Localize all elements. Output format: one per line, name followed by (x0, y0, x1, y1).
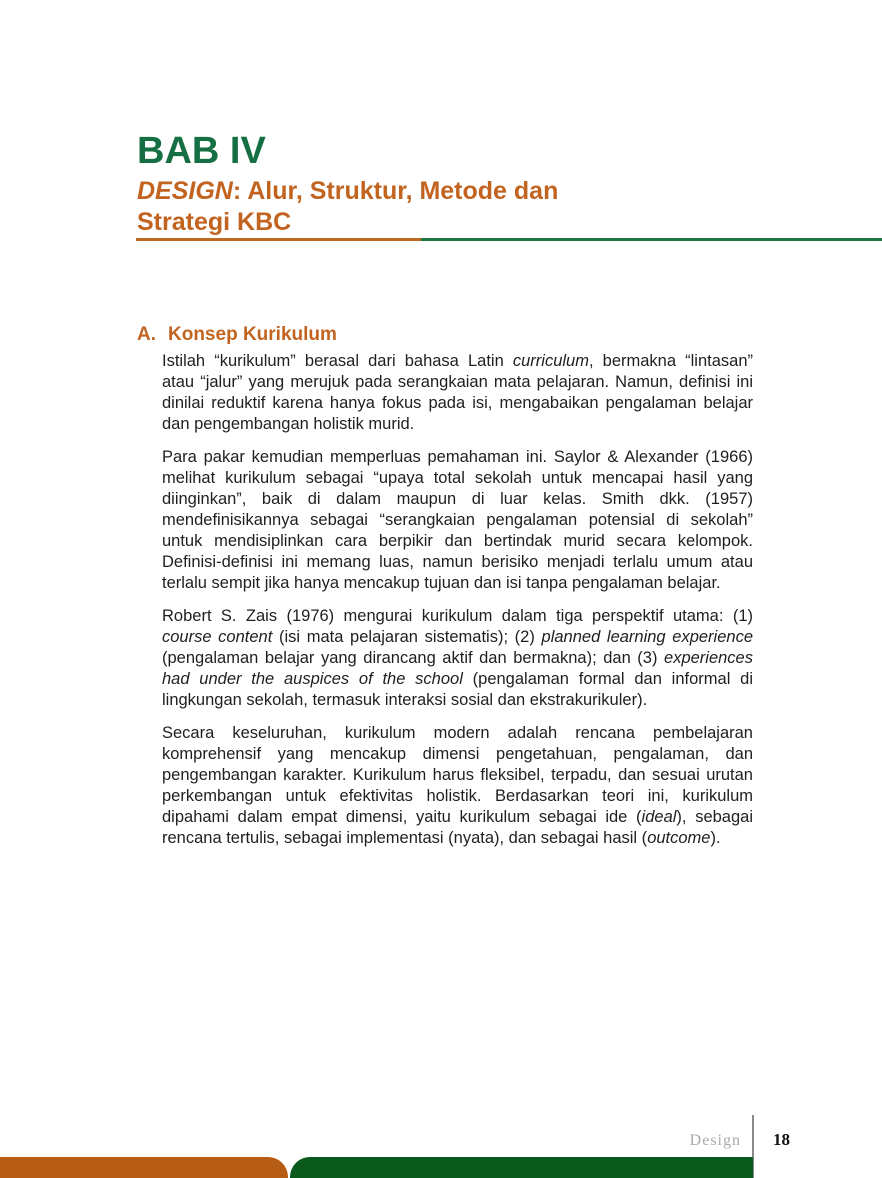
section-letter: A. (137, 324, 156, 345)
title-divider-orange-segment (136, 238, 421, 241)
italic-text-segment: ideal (641, 808, 677, 826)
chapter-header (137, 132, 882, 237)
text-segment: Secara keseluruhan, kurikulum modern adalah rencana pembelajaran komprehensif yang mencakup dimensi pengetahuan, pengalaman, dan pengembangan karakter. Kurikulum harus fleksibel, terpadu, dan sesuai urutan perkembangan untuk efektivitas holistik. Berdasarkan teori ini, kurikulum dipahami dalam empat dimensi, yaitu kurikulum sebagai ide ( (162, 724, 753, 826)
paragraph (162, 351, 753, 435)
chapter-label: BAB IV (137, 130, 266, 172)
text-segment: Para pakar kemudian memperluas pemahaman ini. Saylor & Alexander (1966) melihat kurikulum sebagai “upaya total sekolah untuk mencapai hasil yang diinginkan”, baik di dalam maupun di luar kelas. Smith dkk. (1957) mendefinisikannya sebagai “serangkaian pengalaman potensial di sekolah” untuk mendisiplinkan cara berpikir dan bertindak murid secara kelompok. Definisi-definisi ini memang luas, namun berisiko menjadi terlalu umum atau terlalu sempit jika hanya mencakup tujuan dan isi tanpa pengalaman belajar. (162, 448, 753, 592)
italic-text-segment: experiences had under the auspices of the school (162, 649, 753, 688)
footer-page-number: 18 (773, 1130, 790, 1149)
bottom-accent-bar-green (290, 1157, 753, 1178)
paragraph (162, 606, 753, 711)
text-segment: : Alur, Struktur, Metode dan (232, 177, 559, 205)
italic-text-segment: curriculum (512, 352, 589, 370)
italic-text-segment: outcome (647, 829, 711, 847)
title-divider-rule (136, 238, 882, 241)
paragraph (162, 447, 753, 594)
text-segment: ). (710, 829, 721, 847)
body-paragraphs (162, 351, 753, 861)
title-divider-green-segment (421, 238, 882, 241)
section-title: Konsep Kurikulum (168, 324, 337, 345)
bottom-accent-bar-orange (0, 1157, 288, 1178)
section-heading (137, 324, 337, 346)
italic-text-segment: DESIGN (137, 177, 233, 205)
chapter-subtitle-line2: Strategi KBC (137, 207, 292, 236)
text-segment: , bermakna “lintasan” atau “jalur” yang merujuk pada serangkaian mata pelajaran. Namun, definisi ini dinilai reduktif karena hanya fokus pada isi, mengabaikan pengalaman belajar dan pengembangan holistik murid. (162, 352, 753, 433)
paragraph (162, 723, 753, 849)
text-segment: (pengalaman formal dan informal di lingkungan sekolah, termasuk interaksi sosial dan ekstrakurikuler). (162, 670, 753, 709)
footer-running-title: Design (689, 1132, 741, 1149)
text-segment: (isi mata pelajaran sistematis); (2) (272, 628, 542, 646)
italic-text-segment: course content (162, 628, 273, 646)
text-segment: Istilah “kurikulum” berasal dari bahasa Latin (162, 352, 513, 370)
text-segment: Robert S. Zais (1976) mengurai kurikulum dalam tiga perspektif utama: (1) (162, 607, 753, 625)
text-segment: ), sebagai rencana tertulis, sebagai implementasi (nyata), dan sebagai hasil ( (162, 808, 753, 847)
chapter-subtitle-line1 (137, 176, 882, 207)
text-segment: (pengalaman belajar yang dirancang aktif dan bermakna); dan (3) (162, 649, 665, 667)
italic-text-segment: planned learning experience (541, 628, 753, 646)
